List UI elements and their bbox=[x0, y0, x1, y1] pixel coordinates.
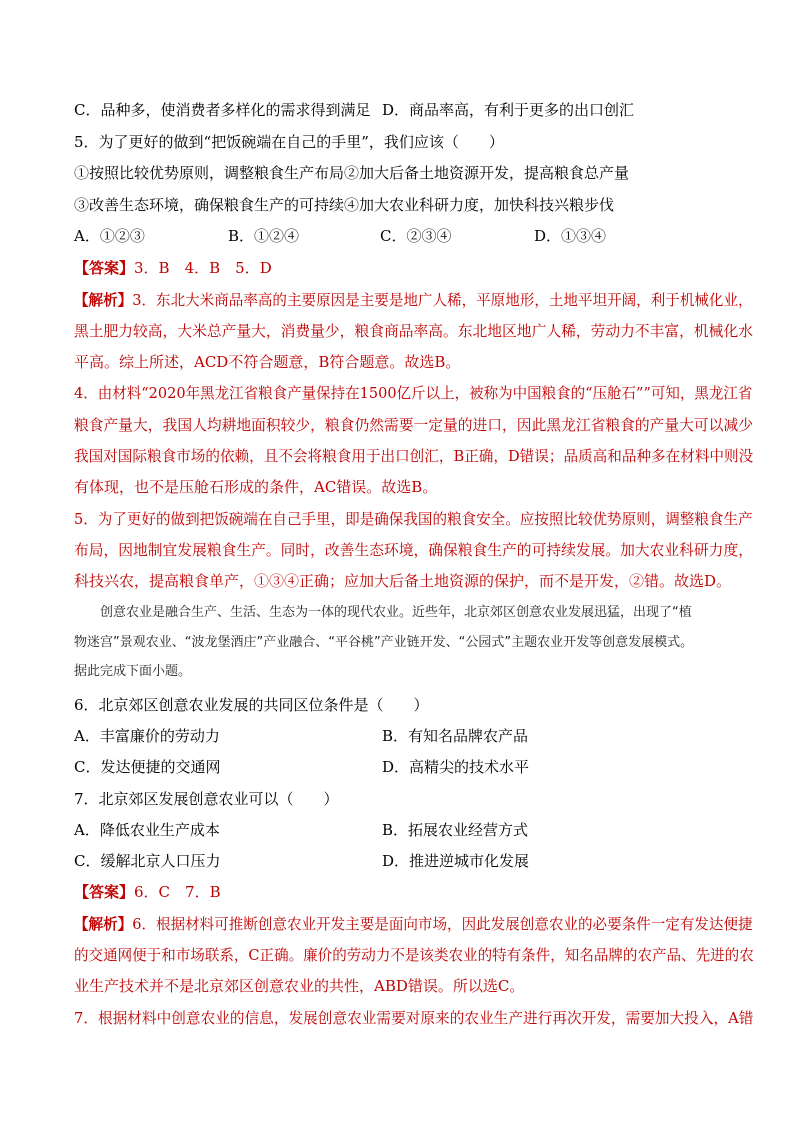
answer-block-1 bbox=[74, 258, 734, 278]
analysis-text: 6．根据材料可推断创意农业开发主要是面向市场，因此发展创意农业的必要条件一定有发达便捷 bbox=[132, 915, 753, 933]
analysis-line bbox=[74, 290, 753, 310]
q6-option-b: B．有知名品牌农产品 bbox=[382, 727, 529, 745]
material-line: 创意农业是融合生产、生活、生态为一体的现代农业。近些年，北京郊区创意农业发展迅猛，出现了“植 bbox=[100, 605, 692, 620]
answer-tag: 【答案】 bbox=[74, 883, 135, 901]
q6-options-cd bbox=[74, 757, 734, 777]
material-line: 物迷宫”景观农业、“波龙堡酒庄”产业融合、“平谷桃”产业链开发、“公园式”主题农业开发等创意发展模式。 bbox=[74, 635, 694, 650]
q7-option-d: D．推进逆城市化发展 bbox=[382, 852, 530, 870]
answer-tag: 【答案】 bbox=[74, 259, 135, 277]
analysis-tag: 【解析】 bbox=[74, 915, 133, 933]
analysis-line bbox=[74, 914, 753, 934]
material-line: 据此完成下面小题。 bbox=[74, 664, 192, 679]
answer-text: 6．C 7．B bbox=[134, 883, 221, 901]
q5-option-c: C．②③④ bbox=[380, 227, 452, 245]
q6-stem: 6．北京郊区创意农业发展的共同区位条件是（ ） bbox=[74, 696, 429, 714]
q7-options-ab bbox=[74, 820, 734, 840]
q7-option-c: C．缓解北京人口压力 bbox=[74, 852, 221, 870]
analysis-line: 业生产技术并不是北京郊区创意农业的共性，ABD错误。所以选C。 bbox=[74, 977, 525, 995]
analysis-line: 布局，因地制宜发展粮食生产。同时，改善生态环境，确保粮食生产的可持续发展。加大农业科研力度， bbox=[74, 541, 753, 559]
analysis-line: 我国对国际粮食市场的依赖，且不会将粮食用于出口创汇，B正确，D错误；品质高和品种多在材料中则没 bbox=[74, 447, 754, 465]
q6-option-d: D．高精尖的技术水平 bbox=[382, 758, 530, 776]
analysis-tag: 【解析】 bbox=[74, 291, 133, 309]
q4-option-c: C．品种多，使消费者多样化的需求得到满足 bbox=[74, 101, 371, 119]
q5-stem: 5．为了更好的做到“把饭碗端在自己的手里”，我们应该（ ） bbox=[74, 133, 504, 151]
analysis-line: 5．为了更好的做到把饭碗端在自己手里，即是确保我国的粮食安全。应按照比较优势原则，调整粮食生产 bbox=[74, 510, 753, 528]
q5-options bbox=[74, 226, 734, 246]
answer-block-2 bbox=[74, 882, 734, 902]
q4-option-d: D．商品率高，有利于更多的出口创汇 bbox=[382, 101, 635, 119]
q6-option-a: A．丰富廉价的劳动力 bbox=[74, 727, 220, 745]
analysis-line: 科技兴农，提高粮食单产，①③④正确；应加大后备土地资源的保护，而不是开发，②错。故选D。 bbox=[74, 572, 732, 590]
q7-option-a: A．降低农业生产成本 bbox=[74, 821, 220, 839]
analysis-line: 粮食产量大，我国人均耕地面积较少，粮食仍然需要一定量的进口，因此黑龙江省粮食的产量大可以减少 bbox=[74, 416, 753, 434]
q7-options-cd bbox=[74, 851, 734, 871]
answer-text: 3．B 4．B 5．D bbox=[134, 259, 272, 277]
analysis-line: 的交通网便于和市场联系，C正确。廉价的劳动力不是该类农业的特有条件，知名品牌的农产品、先进的农 bbox=[74, 946, 754, 964]
q6-options-ab bbox=[74, 726, 734, 746]
analysis-line: 黑土肥力较高，大米总产量大，消费量少，粮食商品率高。东北地区地广人稀，劳动力不丰富，机械化水 bbox=[74, 322, 753, 340]
analysis-line: 7．根据材料中创意农业的信息，发展创意农业需要对原来的农业生产进行再次开发，需要加大投入，A错 bbox=[74, 1009, 754, 1027]
q5-option-a: A．①②③ bbox=[74, 227, 145, 245]
q5-option-d: D．①③④ bbox=[534, 227, 607, 245]
analysis-line: 平高。综上所述，ACD不符合题意，B符合题意。故选B。 bbox=[74, 353, 461, 371]
analysis-line: 有体现，也不是压舱石形成的条件，AC错误。故选B。 bbox=[74, 478, 438, 496]
q5-option-b: B．①②④ bbox=[228, 227, 300, 245]
q5-item2: ③改善生态环境，确保粮食生产的可持续④加大农业科研力度，加快科技兴粮步伐 bbox=[74, 196, 615, 214]
q5-item1: ①按照比较优势原则，调整粮食生产布局②加大后备土地资源开发，提高粮食总产量 bbox=[74, 164, 630, 182]
analysis-text: 3．东北大米商品率高的主要原因是主要是地广人稀，平原地形，土地平坦开阔，利于机械化业， bbox=[132, 291, 753, 309]
q4-options-cd bbox=[74, 100, 734, 120]
q7-option-b: B．拓展农业经营方式 bbox=[382, 821, 529, 839]
analysis-line: 4．由材料“2020年黑龙江省粮食产量保持在1500亿斤以上，被称为中国粮食的“压舱石””可知，黑龙江省 bbox=[74, 384, 753, 402]
q6-option-c: C．发达便捷的交通网 bbox=[74, 758, 221, 776]
q7-stem: 7．北京郊区发展创意农业可以（ ） bbox=[74, 790, 339, 808]
